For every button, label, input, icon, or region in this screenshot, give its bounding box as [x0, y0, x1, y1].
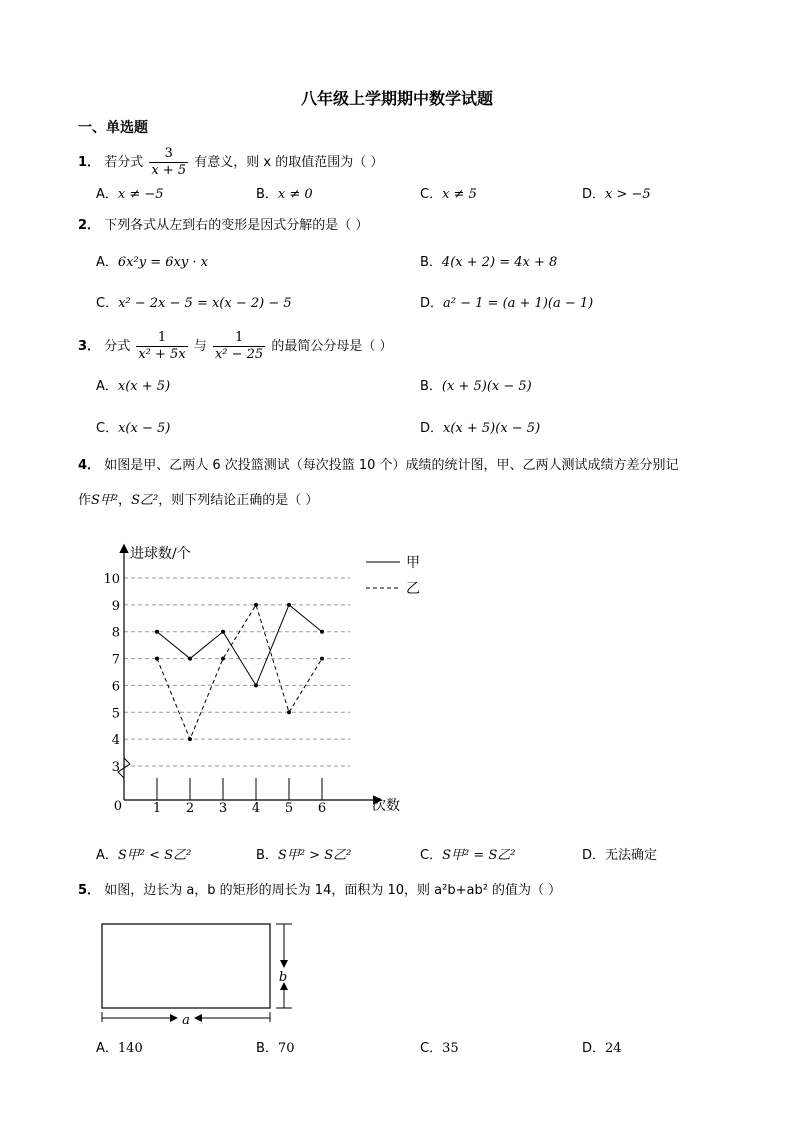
x-axis-label: 次数 [372, 798, 400, 814]
q5-option-c: C．35 [420, 1041, 459, 1056]
question-4 [78, 456, 679, 476]
series-0-point-5 [320, 630, 324, 634]
x-tick-label-4: 5 [284, 801, 294, 816]
question-stem: 有意义，则 x 的取值范围为（ ） [194, 155, 384, 170]
series-0-point-4 [287, 603, 291, 607]
question-stem: 如图，边长为 a，b 的矩形的周长为 14，面积为 10，则 a²b+ab² 的值为（ ） [104, 883, 562, 898]
q2-option-d: D．a² − 1 = (a + 1)(a − 1) [420, 296, 594, 311]
label-a: a [182, 1013, 190, 1028]
x-tick-label-3: 4 [251, 801, 261, 816]
q1-option-c: C．x ≠ 5 [420, 187, 477, 202]
series-0-point-0 [155, 630, 159, 634]
q1-option-a: A．x ≠ −5 [96, 187, 164, 202]
q4-option-a: A．S甲² < S乙² [96, 848, 192, 863]
series-line-1 [157, 605, 322, 739]
question-3 [78, 330, 392, 363]
y-tick-label-1: 4 [111, 733, 120, 749]
question-number: 3． [78, 339, 101, 354]
q2-option-c: C．x² − 2x − 5 = x(x − 2) − 5 [96, 296, 292, 311]
series-1-point-5 [320, 657, 324, 661]
fraction-numerator: 1 [213, 330, 265, 347]
fraction [149, 146, 188, 179]
rectangle [102, 924, 270, 1008]
question-number: 1． [78, 155, 101, 170]
y-tick-label-4: 7 [111, 652, 120, 668]
y-tick-label-0: 3 [111, 760, 120, 775]
question-stem: 如图是甲、乙两人 6 次投篮测试（每次投篮 10 个）成绩的统计图，甲、乙两人测试成绩方差分别记 [104, 458, 679, 473]
x-tick-label-2: 3 [218, 801, 228, 816]
q1-option-d: D．x > −5 [582, 187, 651, 202]
series-0-point-3 [254, 683, 258, 687]
q5-option-a: A．140 [96, 1041, 143, 1056]
question-stem: 与 [193, 339, 207, 354]
line-chart [100, 538, 440, 818]
legend-label-jia: 甲 [406, 555, 420, 571]
y-axis-label: 进球数/个 [130, 546, 191, 562]
y-tick-label-3: 6 [111, 679, 120, 695]
question-4-line-2: 作S甲²，S乙²，则下列结论正确的是（ ） [78, 493, 319, 508]
question-number: 4． [78, 458, 101, 473]
series-line-0 [157, 605, 322, 686]
series-1-point-3 [254, 603, 258, 607]
question-stem: 的最简公分母是（ ） [271, 339, 393, 354]
y-tick-label-5: 8 [111, 625, 120, 641]
legend-label-yi: 乙 [406, 581, 420, 597]
q5-option-b: B．70 [256, 1041, 295, 1056]
label-b: b [278, 970, 288, 985]
x-tick-label-5: 6 [317, 801, 327, 816]
series-0-point-2 [221, 630, 225, 634]
question-number: 2． [78, 218, 101, 233]
q5-option-d: D．24 [582, 1041, 622, 1056]
q3-option-c: C．x(x − 5) [96, 421, 171, 436]
q4-option-d: D．无法确定 [582, 848, 658, 863]
question-number: 5． [78, 883, 101, 898]
variance-jia: S甲² [91, 493, 119, 508]
fraction-denominator: x² − 25 [214, 347, 264, 362]
series-1-point-1 [188, 737, 192, 741]
q3-option-d: D．x(x + 5)(x − 5) [420, 421, 541, 436]
q1-option-b: B．x ≠ 0 [256, 187, 313, 202]
page-title: 八年级上学期期中数学试题 [300, 89, 493, 108]
rectangle-figure [96, 918, 306, 1030]
q4-option-c: C．S甲² = S乙² [420, 848, 516, 863]
fraction-denominator: x + 5 [151, 163, 187, 178]
variance-yi: S乙² [131, 493, 159, 508]
origin-label: 0 [113, 799, 122, 814]
fraction [136, 330, 187, 363]
question-1 [78, 146, 383, 179]
y-tick-label-2: 5 [111, 706, 120, 722]
series-1-point-4 [287, 710, 291, 714]
question-5 [78, 881, 561, 901]
q3-option-a: A．x(x + 5) [96, 379, 171, 394]
q3-option-b: B．(x + 5)(x − 5) [420, 379, 532, 394]
q2-option-a: A．6x²y = 6xy · x [96, 255, 208, 270]
y-tick-label-7: 10 [103, 572, 120, 587]
question-stem: 分式 [104, 339, 131, 354]
question-stem: 若分式 [104, 155, 144, 170]
q4-option-b: B．S甲² > S乙² [256, 848, 352, 863]
series-1-point-2 [221, 657, 225, 661]
question-stem: 下列各式从左到右的变形是因式分解的是（ ） [104, 218, 369, 233]
fraction-numerator: 3 [149, 146, 188, 163]
x-tick-label-0: 1 [152, 801, 162, 816]
series-1-point-0 [155, 657, 159, 661]
series-0-point-1 [188, 657, 192, 661]
fraction-numerator: 1 [136, 330, 187, 347]
fraction [213, 330, 265, 363]
question-2 [78, 216, 368, 236]
y-tick-label-6: 9 [111, 598, 120, 614]
q2-option-b: B．4(x + 2) = 4x + 8 [420, 255, 558, 270]
x-tick-label-1: 2 [185, 801, 195, 816]
section-heading: 一、单选题 [78, 120, 148, 136]
fraction-denominator: x² + 5x [138, 347, 186, 362]
